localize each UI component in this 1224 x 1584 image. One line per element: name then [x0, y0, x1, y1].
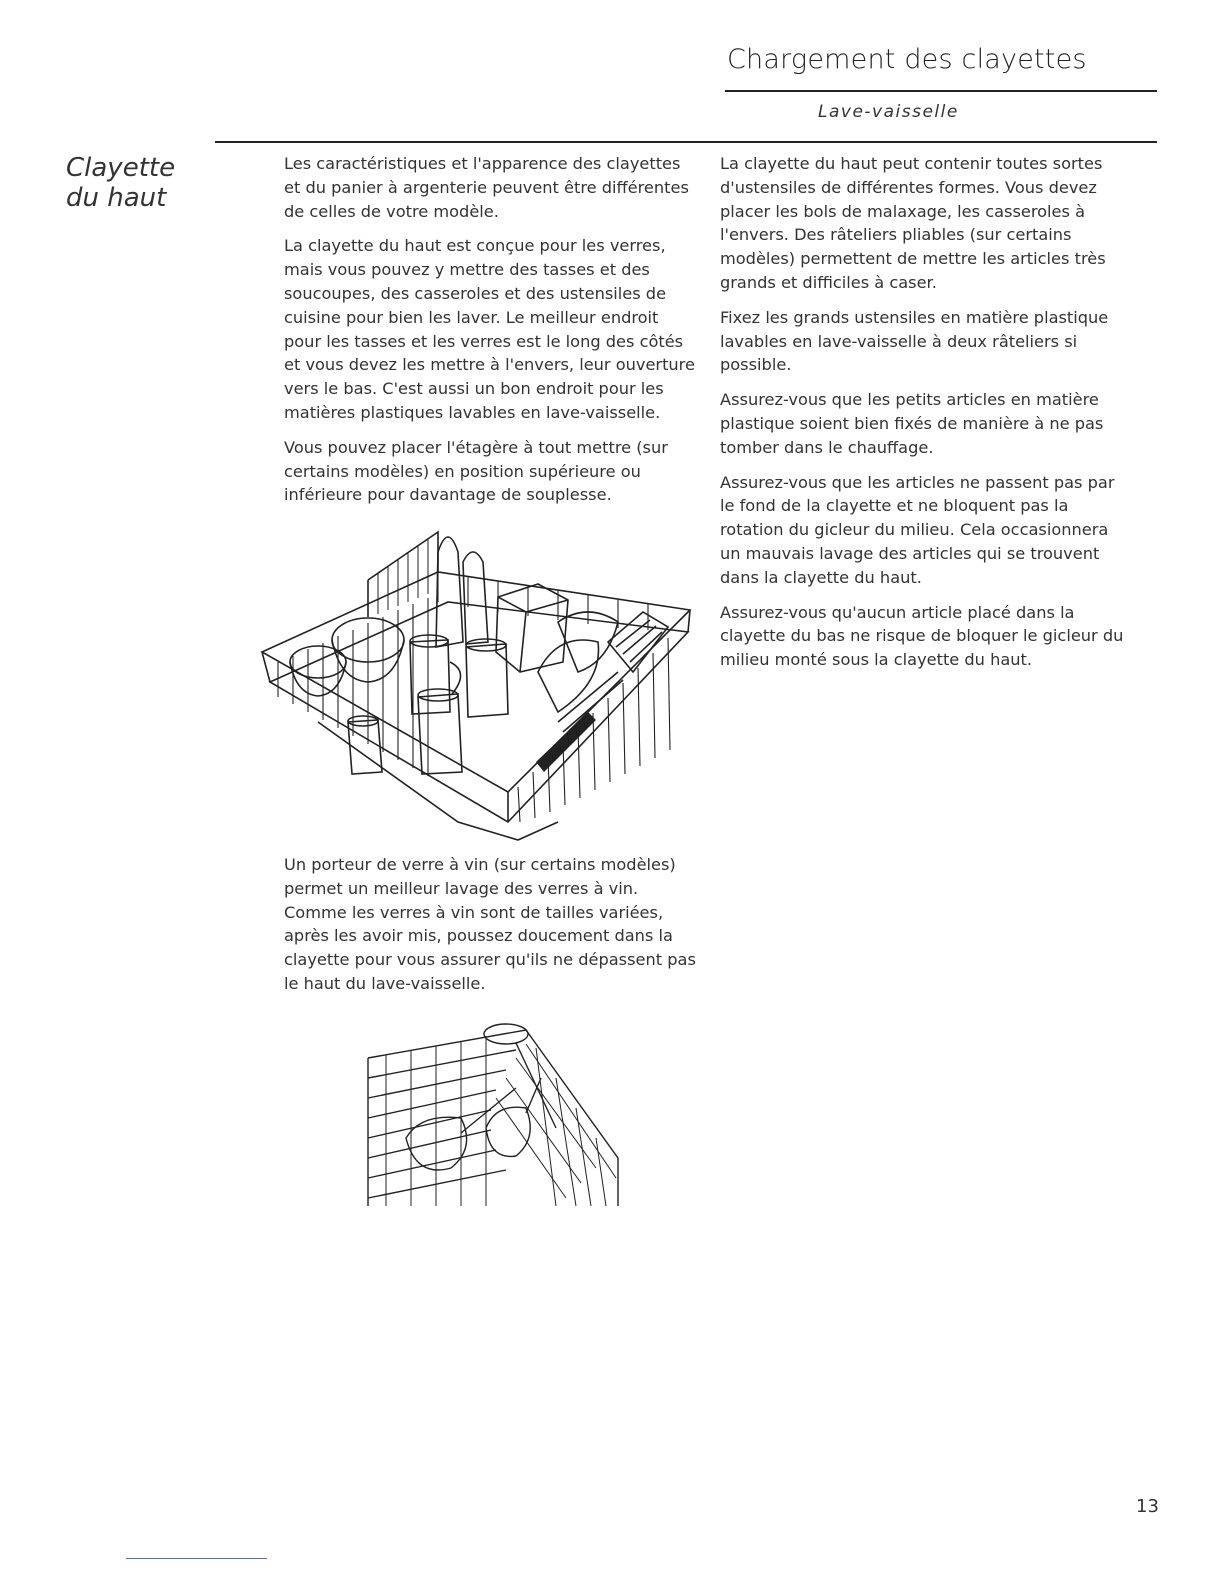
paragraph-upper-rack-use: La clayette du haut est conçue pour les verres, mais vous pouvez y mettre des tasses et des soucoupes, des casseroles et des ustensiles de cuisine pour bien les laver. Le meilleur endroit pour les tasses et les verres est le long des côtés et vous devez les mettre à l'envers, leur ouverture vers le bas. C'est aussi un bon endroit pour les matières plastiques lavables en lave-vaisselle.	[284, 236, 695, 422]
page-header-subtitle: Lave-vaisselle	[818, 102, 959, 122]
paragraph-utensils: La clayette du haut peut contenir toutes sortes d'ustensiles de différentes formes. Vous devez placer les bols de malaxage, les casseroles à l'envers. Des râteliers pliables (sur certains modèles) permettent de mettre les articles très grands et difficiles à caser.	[720, 154, 1106, 292]
section-title-line1: Clayette	[66, 153, 176, 183]
left-column	[284, 152, 696, 518]
page-header-title: Chargement des clayettes	[727, 44, 1087, 75]
paragraph-plastics: Fixez les grands ustensiles en matière plastique lavables en lave-vaisselle à deux râteliers si possible.	[720, 307, 1109, 375]
paragraph-small-items: Assurez-vous que les petits articles en matière plastique soient bien fixés de manière à ne pas tomber dans le chauffage.	[720, 390, 1104, 457]
left-column-lower	[284, 853, 696, 1007]
right-column	[720, 152, 1130, 683]
wine-glass-holder-illustration	[366, 1018, 620, 1208]
footer-line	[126, 1558, 267, 1559]
section-title	[66, 153, 175, 213]
paragraph-wine-glass-holder: Un porteur de verre à vin (sur certains modèles) permet un meilleur lavage des verres à vin. Comme les verres à vin sont de tailles variées, après les avoir mis, poussez doucement dans la clayette pour vous assurer qu'ils ne dépassent pas le haut du lave-vaisselle.	[284, 855, 696, 993]
section-rule	[215, 141, 1157, 143]
header-rule	[725, 90, 1157, 92]
paragraph-features: Les caractéristiques et l'apparence des clayettes et du panier à argenterie peuvent être différentes de celles de votre modèle.	[284, 154, 689, 221]
upper-rack-illustration	[258, 522, 694, 844]
page-number: 13	[1136, 1496, 1159, 1517]
section-title-line2: du haut	[66, 183, 167, 213]
paragraph-spray-arm: Assurez-vous que les articles ne passent pas par le fond de la clayette et ne bloquent pas la rotation du gicleur du milieu. Cela occasionnera un mauvais lavage des articles qui se trouvent dans la clayette du haut.	[720, 472, 1115, 587]
paragraph-shelf-position: Vous pouvez placer l'étagère à tout mettre (sur certains modèles) en position supérieure ou inférieure pour davantage de souplesse.	[284, 437, 668, 505]
paragraph-lower-rack: Assurez-vous qu'aucun article placé dans la clayette du bas ne risque de bloquer le gicleur du milieu monté sous la clayette du haut.	[720, 602, 1124, 670]
